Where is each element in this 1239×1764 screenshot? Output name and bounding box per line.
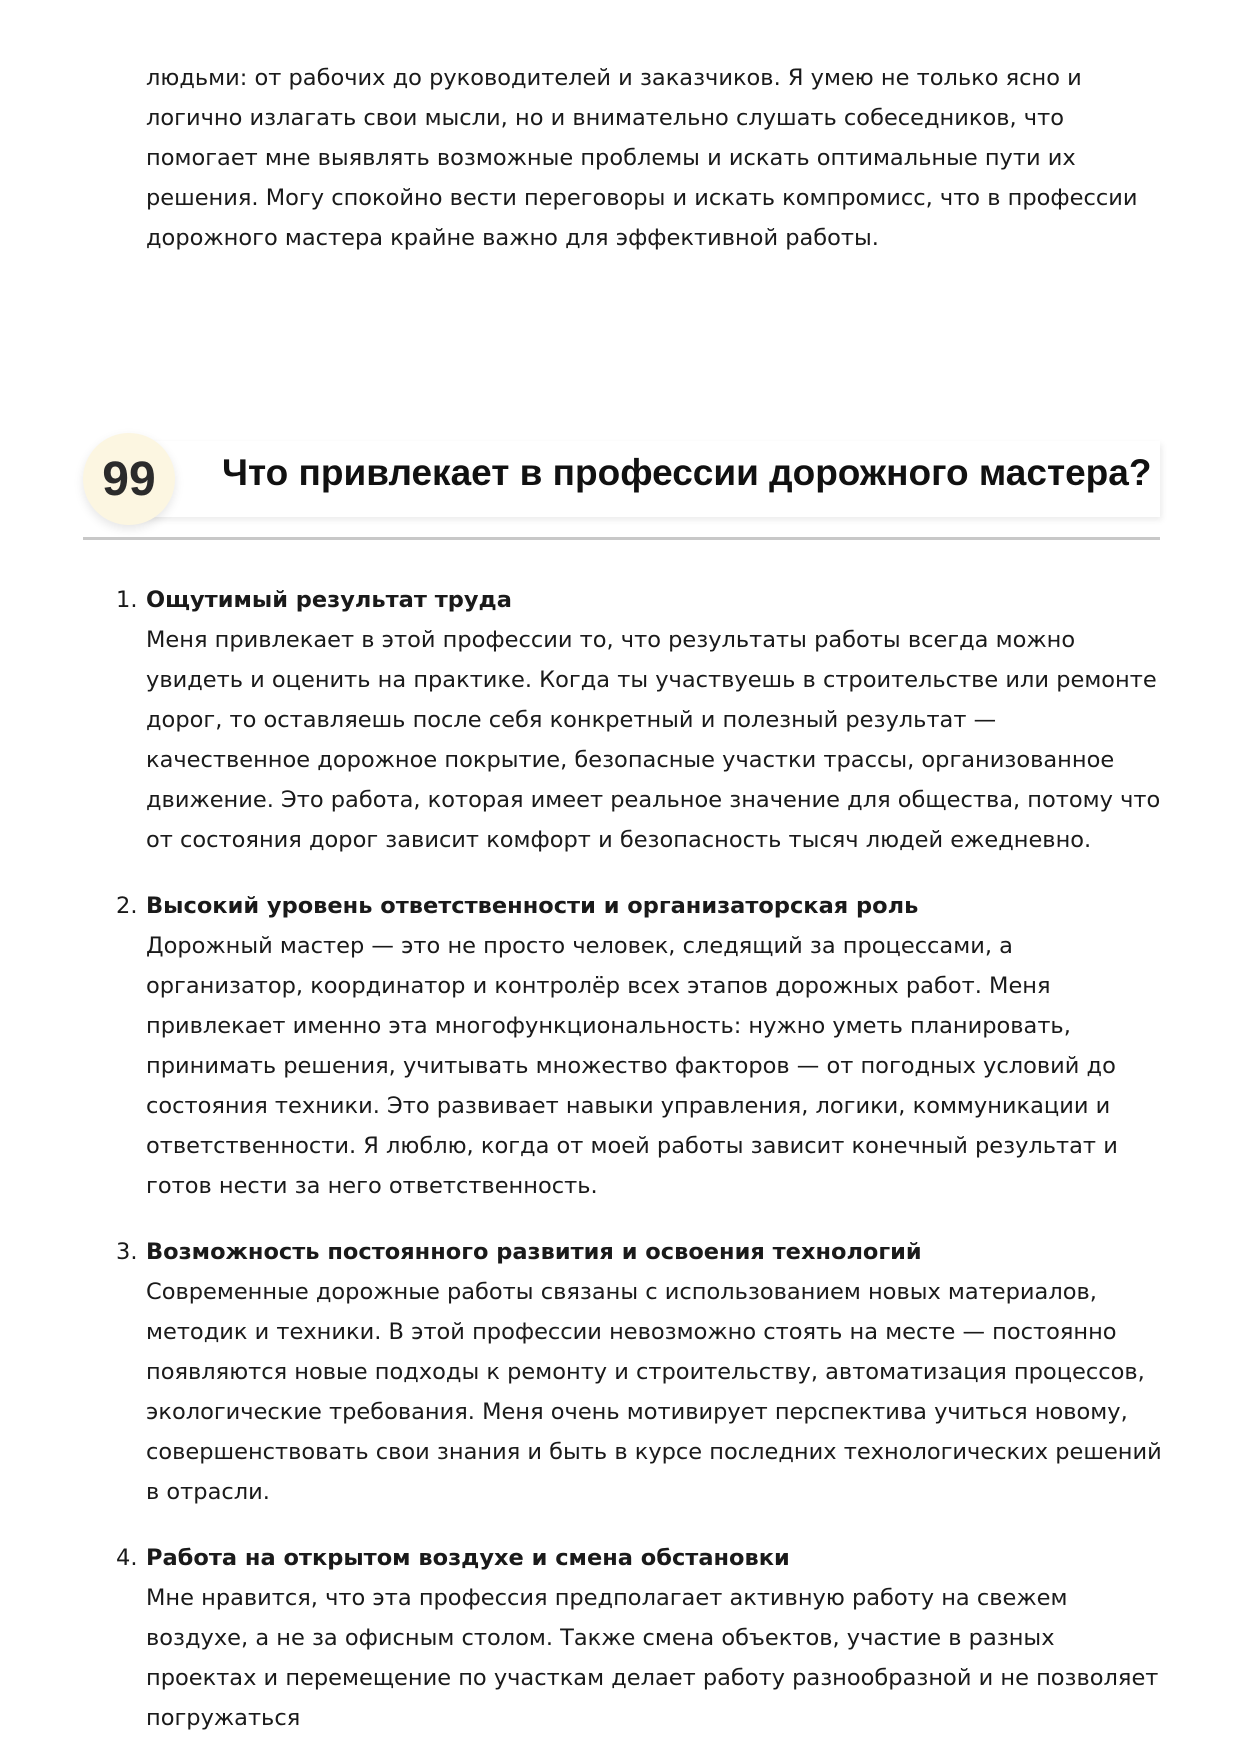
item-title: Возможность постоянного развития и освоения технологий — [146, 1239, 922, 1265]
item-title: Работа на открытом воздухе и смена обстановки — [146, 1545, 790, 1571]
item-title: Высокий уровень ответственности и организаторская роль — [146, 893, 919, 919]
section-title: Что привлекает в профессии дорожного мастера? — [222, 452, 1152, 493]
item-body: Дорожный мастер — это не просто человек, следящий за процессами, а организатор, координатор и контролёр всех этапов дорожных работ. Меня привлекает именно эта многофункциональность: нужно уметь планировать, принимать решения, учитывать множество факторов — от погодных условий до состояния техники. Это развивает навыки управления, логики, коммуникации и ответственности. Я люблю, когда от моей работы зависит конечный результат и готов нести за него ответственность. — [146, 933, 1118, 1199]
reasons-list — [116, 580, 1166, 1764]
list-item — [116, 1538, 1166, 1738]
heading-divider — [83, 537, 1160, 540]
item-body: Современные дорожные работы связаны с использованием новых материалов, методик и техники. В этой профессии невозможно стоять на месте — постоянно появляются новые подходы к ремонту и строительству, автоматизация процессов, экологические требования. Меня очень мотивирует перспектива учиться новому, совершенствовать свои знания и быть в курсе последних технологических решений в отрасли. — [146, 1279, 1162, 1505]
item-number: 1. — [116, 587, 138, 613]
list-item — [116, 886, 1166, 1206]
list-item — [116, 1232, 1166, 1512]
item-number: 3. — [116, 1239, 138, 1265]
section-number-badge: 99 — [83, 433, 175, 525]
item-body: Меня привлекает в этой профессии то, что результаты работы всегда можно увидеть и оценить на практике. Когда ты участвуешь в строительстве или ремонте дорог, то оставляешь после себя конкретный и полезный результат — качественное дорожное покрытие, безопасные участки трассы, организованное движение. Это работа, которая имеет реальное значение для общества, потому что от состояния дорог зависит комфорт и безопасность тысяч людей ежедневно. — [146, 627, 1161, 853]
item-body: Мне нравится, что эта профессия предполагает активную работу на свежем воздухе, а не за офисным столом. Также смена объектов, участие в разных проектах и перемещение по участкам делает работу разнообразной и не позволяет погружаться — [146, 1585, 1159, 1731]
list-item — [116, 580, 1166, 860]
item-title: Ощутимый результат труда — [146, 587, 512, 613]
section-heading — [83, 433, 1160, 541]
item-number: 4. — [116, 1545, 138, 1571]
item-number: 2. — [116, 893, 138, 919]
intro-paragraph: людьми: от рабочих до руководителей и заказчиков. Я умею не только ясно и логично излагать свои мысли, но и внимательно слушать собеседников, что помогает мне выявлять возможные проблемы и искать оптимальные пути их решения. Могу спокойно вести переговоры и искать компромисс, что в профессии дорожного мастера крайне важно для эффективной работы. — [146, 65, 1138, 251]
